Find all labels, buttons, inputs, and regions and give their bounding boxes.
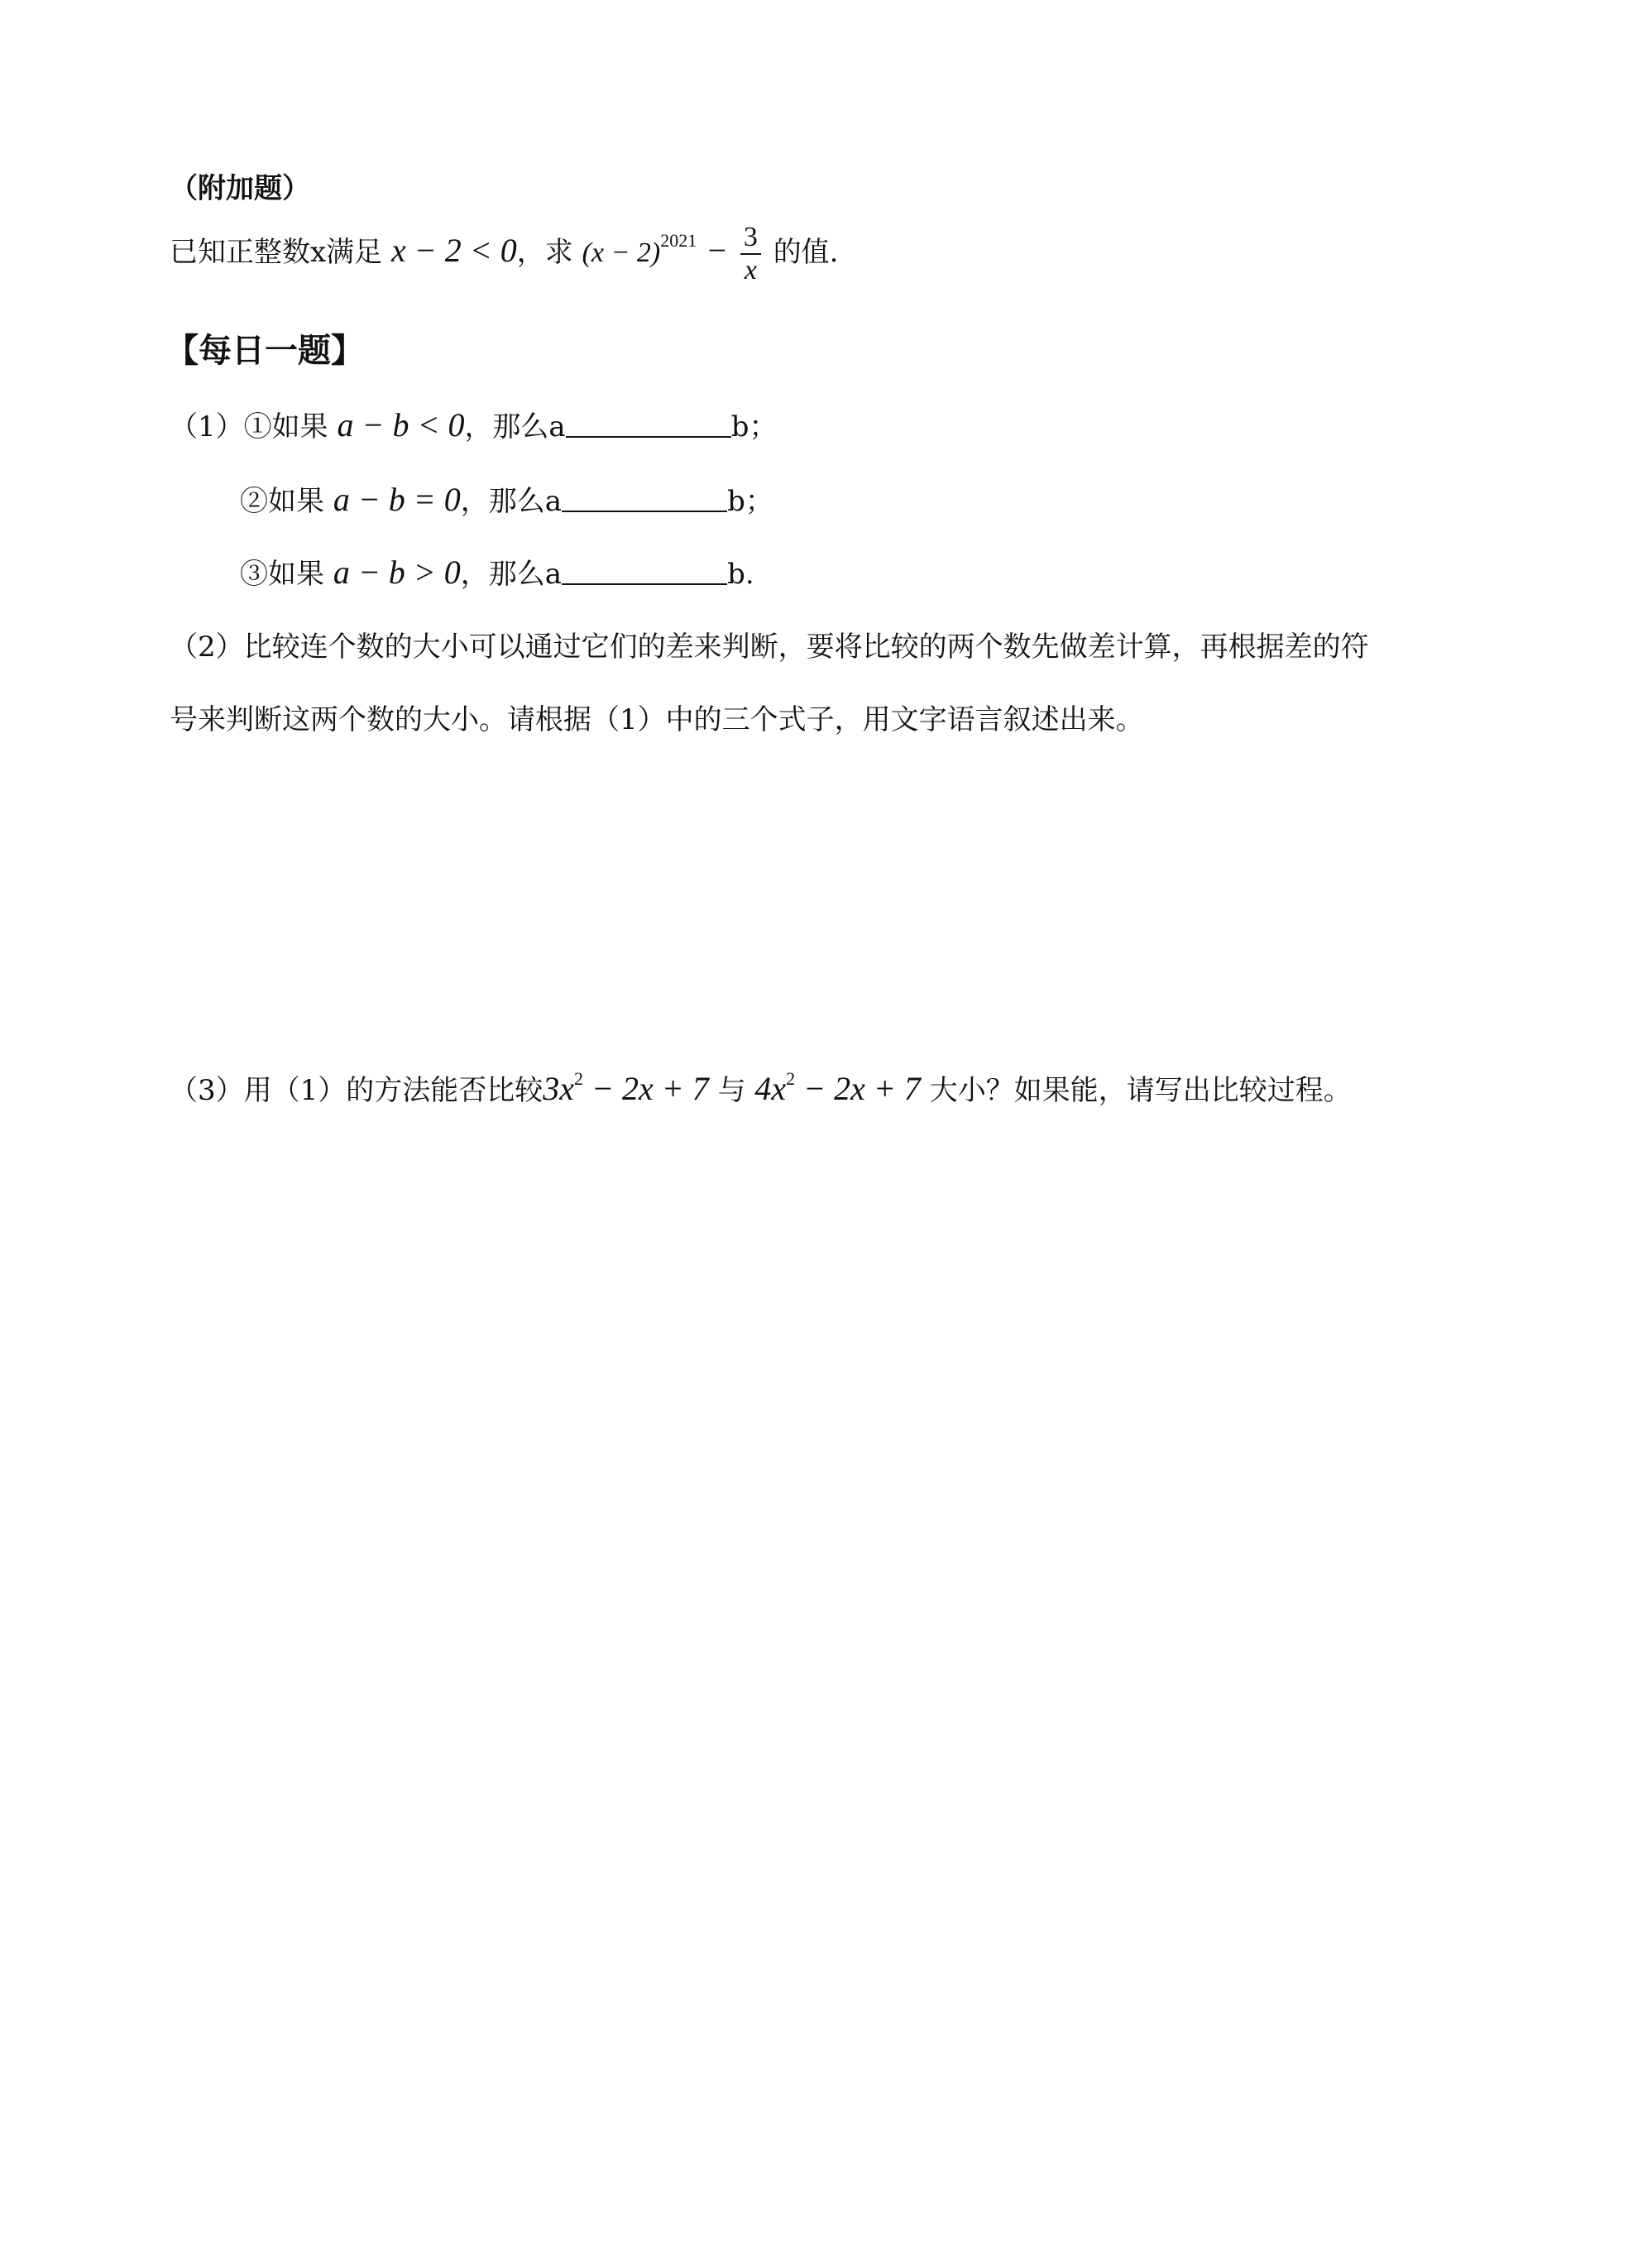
bonus-fraction-denominator: x	[744, 255, 757, 285]
q3-expression-2-exponent: 2	[786, 1068, 796, 1089]
bonus-comma: ，求	[516, 236, 573, 269]
bonus-question	[170, 222, 839, 286]
q1-item-2	[240, 482, 773, 520]
bonus-suffix: 的值.	[773, 236, 839, 269]
q3-prefix: （3）用（1）的方法能否比较	[170, 1074, 543, 1107]
q2-line-2: 号来判断这两个数的大小。请根据（1）中的三个式子，用文字语言叙述出来。	[170, 703, 1144, 736]
answer-blank-2[interactable]	[562, 486, 727, 512]
bonus-condition: x − 2 < 0	[391, 232, 517, 269]
q1-item-3	[240, 554, 754, 592]
q3-expression-2-rest: − 2x + 7	[795, 1070, 921, 1107]
q1-item-3-marker: ③如果	[240, 558, 324, 591]
bonus-fraction	[740, 222, 761, 286]
bonus-prefix: 已知正整数x满足	[170, 236, 383, 269]
q1-item-2-mid: ，那么a	[460, 485, 563, 518]
q1-item-3-expr: a − b > 0	[333, 554, 461, 591]
q1-item-1-mid: ，那么a	[464, 410, 566, 444]
bonus-heading: （附加题）	[170, 172, 310, 205]
answer-blank-3[interactable]	[562, 559, 727, 585]
q1-item-1	[170, 407, 777, 445]
q1-item-1-expr: a − b < 0	[337, 406, 465, 444]
q3-line	[170, 1061, 1352, 1109]
q3-expression-1-term: 3x	[543, 1070, 575, 1107]
q1-index: （1）	[170, 410, 244, 444]
q1-item-2-end: b；	[727, 485, 773, 518]
q3-suffix: 大小？如果能，请写出比较过程。	[920, 1074, 1352, 1107]
q2-line-1: （2）比较连个数的大小可以通过它们的差来判断，要将比较的两个数先做差计算，再根据差的符	[170, 631, 1369, 664]
bonus-minus: −	[706, 232, 729, 269]
answer-blank-1[interactable]	[566, 411, 731, 438]
daily-heading: 【每日一题】	[165, 332, 364, 370]
q1-item-3-mid: ，那么a	[460, 558, 563, 591]
bonus-expression-base: (x − 2)	[582, 237, 661, 268]
bonus-fraction-numerator: 3	[740, 222, 761, 255]
q1-item-3-end: b.	[727, 558, 754, 591]
q1-item-2-expr: a − b = 0	[333, 481, 461, 518]
q3-expression-1-rest: − 2x + 7	[583, 1070, 709, 1107]
bonus-expression-exponent: 2021	[660, 230, 697, 251]
q3-expression-2-term: 4x	[754, 1070, 787, 1107]
q3-and: 与	[717, 1074, 746, 1107]
q3-expression-1-exponent: 2	[574, 1068, 584, 1089]
q1-item-1-end: b；	[730, 410, 778, 444]
q1-item-1-marker: ①如果	[243, 410, 328, 444]
q1-item-2-marker: ②如果	[240, 485, 324, 518]
